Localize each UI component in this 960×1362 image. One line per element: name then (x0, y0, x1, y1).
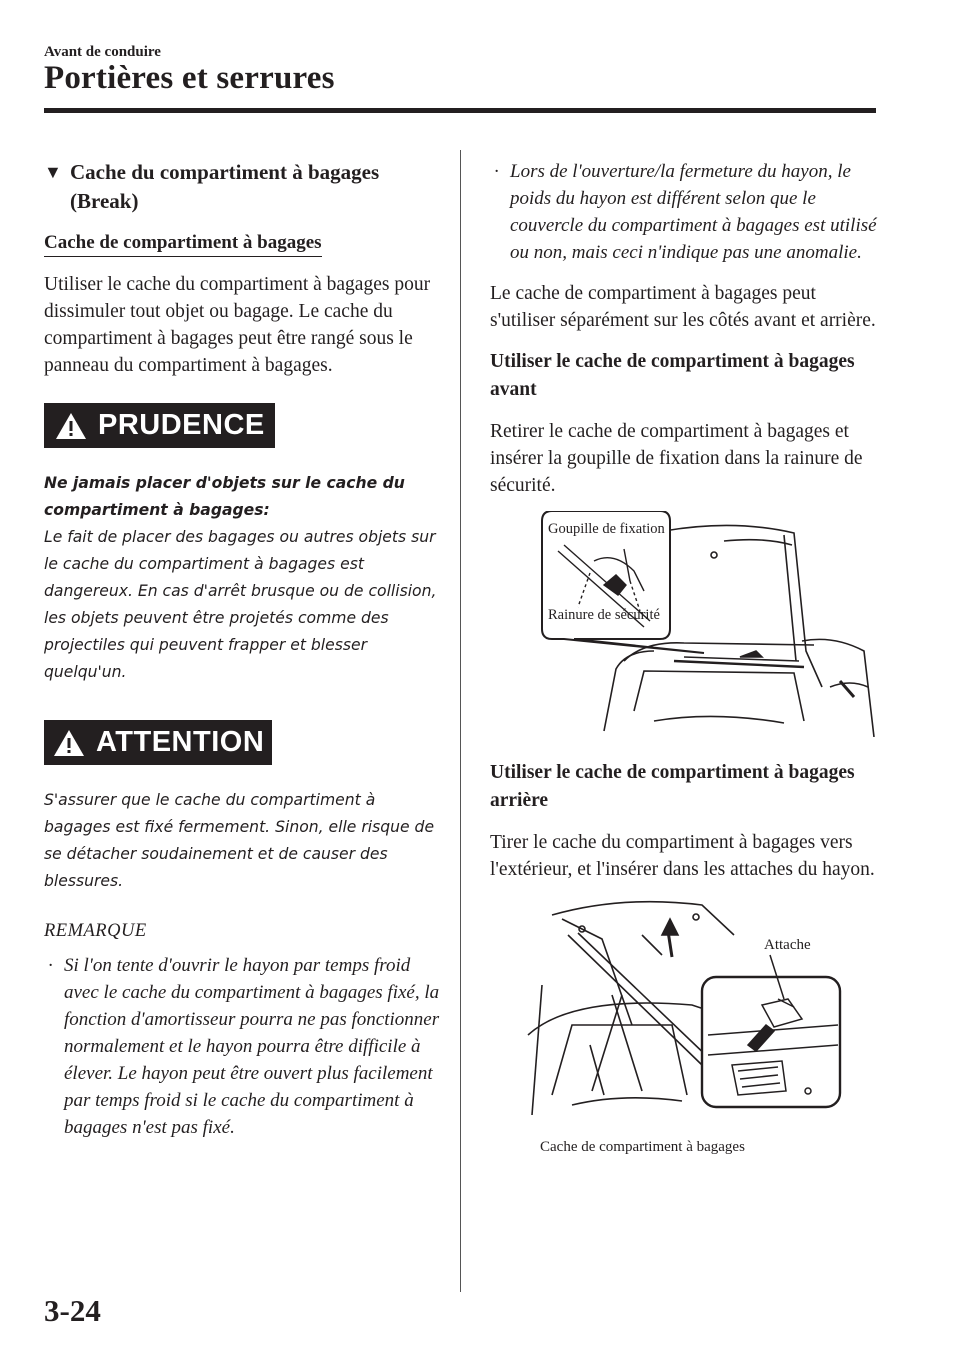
section-heading-text: Cache du compartiment à bagages (Break) (70, 160, 380, 213)
rear-cover-heading: Utiliser le cache de compartiment à bagages arrière (490, 762, 855, 811)
prudence-body: Le fait de placer des bagages ou autres objets sur le cache du compartiment à bagages est dangereux. En cas d'arrêt brusque ou de collision, les objets peuvent être projetés comme des projectiles qui peuvent frapper et blesser quelqu'un. (44, 528, 437, 681)
figure-front-cover (534, 511, 884, 737)
label-attache: Attache (764, 937, 811, 953)
prudence-label: PRUDENCE (98, 409, 265, 441)
prudence-text (44, 470, 444, 686)
list-item (490, 158, 880, 266)
bullet-text: Lors de l'ouverture/la fermeture du hayon, le poids du hayon est différent selon que le couvercle du compartiment à bagages est utilisé ou non, mais ceci n'indique pas une anomalie. (510, 161, 877, 263)
hatch-front-illustration (534, 511, 884, 737)
column-divider (460, 150, 461, 1292)
remark-list-continued (490, 158, 880, 266)
rear-cover-text: Tirer le cache du compartiment à bagages vers l'extérieur, et l'insérer dans les attaches du hayon. (490, 832, 875, 880)
header-rule (44, 108, 876, 113)
remark-list (44, 952, 444, 1141)
paragraph: Le cache de compartiment à bagages peut s'utiliser séparément sur les côtés avant et arrière. (490, 283, 876, 331)
list-item (44, 952, 444, 1141)
prudence-badge (44, 403, 275, 448)
attention-badge (44, 720, 272, 765)
attention-text: S'assurer que le cache du compartiment à bagages est fixé fermement. Sinon, elle risque de se détacher soudainement et de causer des blessures. (44, 791, 435, 890)
intro-paragraph: Utiliser le cache du compartiment à bagages pour dissimuler tout objet ou bagage. Le cache du compartiment à bagages peut être rangé sous le panneau du compartiment à bagages. (44, 274, 431, 376)
front-cover-text: Retirer le cache de compartiment à bagages et insérer la goupille de fixation dans la rainure de sécurité. (490, 421, 863, 496)
label-cache: Cache de compartiment à bagages (540, 1139, 745, 1155)
warning-triangle-icon (54, 411, 88, 441)
prudence-bold: Ne jamais placer d'objets sur le cache du compartiment à bagages: (44, 474, 405, 519)
figure-rear-cover (512, 895, 872, 1157)
bullet-icon: · (48, 955, 53, 976)
triangle-marker-icon: ▼ (44, 162, 62, 182)
chapter-title: Portières et serrures (44, 60, 335, 96)
subheading: Cache de compartiment à bagages (44, 230, 322, 257)
section-label: Avant de conduire (44, 44, 161, 60)
right-column (490, 158, 880, 1157)
front-cover-heading: Utiliser le cache de compartiment à bagages avant (490, 351, 855, 400)
label-goupille: Goupille de fixation (548, 521, 665, 537)
left-column (44, 158, 444, 1141)
remark-bullet-text: Si l'on tente d'ouvrir le hayon par temps froid avec le cache du compartiment à bagages fixé, la fonction d'amortisseur pourra ne pas fonctionner normalement et le hayon pourra être difficile à élever. Le hayon peut être ouvert plus facilement par temps froid si le cache du compartiment à bagages n'est pas fixé. (64, 955, 440, 1138)
section-heading (44, 158, 444, 216)
warning-triangle-icon (52, 728, 86, 758)
attention-label: ATTENTION (96, 726, 265, 758)
page-number: 3-24 (44, 1293, 101, 1328)
bullet-icon: · (494, 161, 499, 182)
label-rainure: Rainure de sécurité (548, 607, 660, 623)
hatch-rear-illustration (512, 895, 872, 1133)
remark-title: REMARQUE (44, 921, 147, 941)
